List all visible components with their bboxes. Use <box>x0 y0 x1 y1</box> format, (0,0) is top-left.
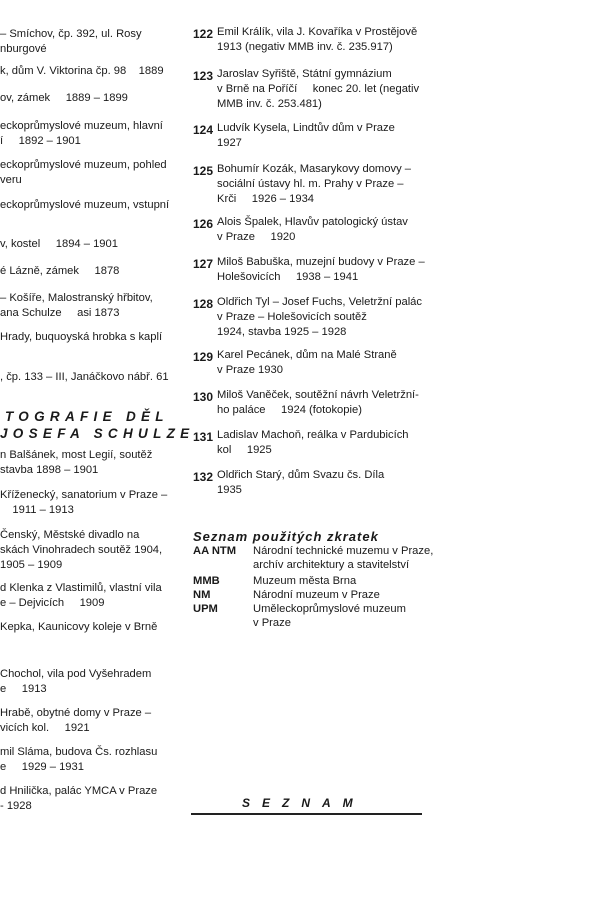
entry-line: ov, zámek 1889 – 1899 <box>0 92 128 104</box>
item-text <box>217 388 419 418</box>
item-text <box>217 428 409 458</box>
item-number: 129 <box>193 350 214 364</box>
entry-line: Chochol, vila pod Vyšehradem <box>0 668 152 680</box>
item-line: Emil Králík, vila J. Kovaříka v Prostějově <box>217 26 418 38</box>
item-text <box>217 295 422 340</box>
item-line: MMB inv. č. 253.481) <box>217 98 322 110</box>
left-list-entry <box>0 237 185 252</box>
entry-line: Kepka, Kaunicovy koleje v Brně <box>0 621 158 633</box>
entry-line: veru <box>0 174 22 186</box>
entry-line: vicích kol. 1921 <box>0 722 90 734</box>
entry-line: nburgové <box>0 43 47 55</box>
item-line: Holešovicích 1938 – 1941 <box>217 271 359 283</box>
bibliography-entry <box>0 581 185 611</box>
item-line: ho paláce 1924 (fotokopie) <box>217 404 362 416</box>
bibliography-entry <box>0 528 185 573</box>
entry-line: – Smíchov, čp. 392, ul. Rosy <box>0 28 142 40</box>
bibliography-entry <box>0 448 185 478</box>
item-text <box>217 121 395 151</box>
list-item <box>193 388 433 416</box>
left-list-entry <box>0 158 185 188</box>
item-text <box>217 255 425 285</box>
item-line: Bohumír Kozák, Masarykovy domovy – <box>217 163 411 175</box>
left-list-entry <box>0 119 185 149</box>
list-item <box>193 255 433 283</box>
footer-rule <box>191 813 422 815</box>
item-line: Krči 1926 – 1934 <box>217 193 315 205</box>
section-heading-line2: JOSEFA SCHULZE <box>0 426 195 441</box>
list-item <box>193 348 433 376</box>
item-number: 128 <box>193 297 214 311</box>
entry-line: v, kostel 1894 – 1901 <box>0 238 118 250</box>
item-number: 130 <box>193 390 214 404</box>
list-item <box>193 162 433 205</box>
item-number: 126 <box>193 217 214 231</box>
abbreviations-title: Seznam použitých zkratek <box>193 529 379 544</box>
list-item <box>193 295 433 338</box>
list-item <box>193 468 433 496</box>
list-item <box>193 67 433 110</box>
item-line: 1924, stavba 1925 – 1928 <box>217 326 347 338</box>
entry-line: mil Sláma, budova Čs. rozhlasu <box>0 746 158 758</box>
entry-line: d Klenka z Vlastimilů, vlastní vila <box>0 582 162 594</box>
entry-line: eckoprůmyslové muzeum, vstupní <box>0 199 170 211</box>
entry-line: skách Vinohradech soutěž 1904, <box>0 544 163 556</box>
entry-line: , čp. 133 – III, Janáčkovo nábř. 61 <box>0 371 169 383</box>
entry-line: é Lázně, zámek 1878 <box>0 265 120 277</box>
bibliography-entry <box>0 745 185 775</box>
entry-line: d Hnilička, palác YMCA v Praze <box>0 785 158 797</box>
abbreviation-key: AA NTM <box>193 545 237 557</box>
entry-line: e 1913 <box>0 683 47 695</box>
item-number: 122 <box>193 27 214 41</box>
entry-line: e – Dejvicích 1909 <box>0 597 105 609</box>
left-list-entry <box>0 27 185 57</box>
entry-line: Čenský, Městské divadlo na <box>0 529 140 541</box>
item-text <box>217 162 411 207</box>
item-line: Ludvík Kysela, Lindtův dům v Praze <box>217 122 395 134</box>
entry-line: eckoprůmyslové muzeum, hlavní <box>0 120 163 132</box>
item-line: Miloš Babuška, muzejní budovy v Praze – <box>217 256 425 268</box>
list-item <box>193 215 433 243</box>
entry-line: í 1892 – 1901 <box>0 135 81 147</box>
item-line: kol 1925 <box>217 444 272 456</box>
item-text <box>217 348 397 378</box>
abbreviation-value: Národní muzeum v Praze <box>253 589 380 601</box>
list-item <box>193 25 433 53</box>
item-number: 131 <box>193 430 214 444</box>
list-item <box>193 428 433 456</box>
footer-title: SEZNAM <box>242 796 365 810</box>
bibliography-entry <box>0 488 185 518</box>
bibliography-entry <box>0 667 185 697</box>
abbreviation-key: NM <box>193 589 211 601</box>
left-list-entry <box>0 64 185 79</box>
item-number: 132 <box>193 470 214 484</box>
left-list-entry <box>0 198 185 213</box>
item-line: Oldřich Starý, dům Svazu čs. Díla <box>217 469 385 481</box>
item-line: v Praze – Holešovicích soutěž <box>217 311 367 323</box>
section-heading-line1: TOGRAFIE DĚL <box>5 409 169 424</box>
item-number: 123 <box>193 69 214 83</box>
entry-line: – Košíře, Malostranský hřbitov, <box>0 292 153 304</box>
entry-line: eckoprůmyslové muzeum, pohled <box>0 159 167 171</box>
item-line: Alois Špalek, Hlavův patologický ústav <box>217 216 408 228</box>
item-line: 1935 <box>217 484 242 496</box>
entry-line: Hrady, buquoyská hrobka s kaplí <box>0 331 163 343</box>
item-line: 1913 (negativ MMB inv. č. 235.917) <box>217 41 393 53</box>
entry-line: - 1928 <box>0 800 32 812</box>
item-line: v Praze 1920 <box>217 231 296 243</box>
abbreviation-key: UPM <box>193 603 218 615</box>
item-text <box>217 468 384 498</box>
item-text <box>217 25 417 55</box>
item-line: Karel Pecánek, dům na Malé Straně <box>217 349 397 361</box>
left-list-entry <box>0 330 185 345</box>
item-number: 125 <box>193 164 214 178</box>
item-line: Oldřich Tyl – Josef Fuchs, Veletržní palác <box>217 296 422 308</box>
abbreviation-value: Muzeum města Brna <box>253 575 357 587</box>
left-list-entry <box>0 91 185 106</box>
item-line: 1927 <box>217 137 242 149</box>
abbreviation-value: Národní technické muzemu v Praze, archív architektury a stavitelství <box>253 545 434 571</box>
item-number: 127 <box>193 257 214 271</box>
item-line: v Brně na Poříčí konec 20. let (negativ <box>217 83 420 95</box>
entry-line: 1911 – 1913 <box>0 504 74 516</box>
entry-line: stavba 1898 – 1901 <box>0 464 99 476</box>
left-list-entry <box>0 370 185 385</box>
bibliography-entry <box>0 620 185 635</box>
entry-line: ana Schulze asi 1873 <box>0 307 120 319</box>
left-list-entry <box>0 291 185 321</box>
left-list-entry <box>0 264 185 279</box>
entry-line: 1905 – 1909 <box>0 559 63 571</box>
entry-line: Kříženecký, sanatorium v Praze – <box>0 489 168 501</box>
item-line: sociální ústavy hl. m. Prahy v Praze – <box>217 178 404 190</box>
entry-line: k, dům V. Viktorina čp. 98 1889 <box>0 65 164 77</box>
entry-line: Hrabě, obytné domy v Praze – <box>0 707 152 719</box>
item-number: 124 <box>193 123 214 137</box>
item-line: Jaroslav Syřiště, Státní gymnázium <box>217 68 392 80</box>
item-line: v Praze 1930 <box>217 364 283 376</box>
abbreviation-key: MMB <box>193 575 220 587</box>
item-text <box>217 67 419 112</box>
entry-line: n Balšánek, most Legií, soutěž <box>0 449 153 461</box>
item-text <box>217 215 408 245</box>
bibliography-entry <box>0 706 185 736</box>
bibliography-entry <box>0 784 185 814</box>
abbreviation-value: Uměleckoprůmyslové muzeum v Praze <box>253 603 406 629</box>
item-line: Ladislav Machoň, reálka v Pardubicích <box>217 429 409 441</box>
list-item <box>193 121 433 149</box>
item-line: Miloš Vaněček, soutěžní návrh Veletržní- <box>217 389 419 401</box>
entry-line: e 1929 – 1931 <box>0 761 84 773</box>
